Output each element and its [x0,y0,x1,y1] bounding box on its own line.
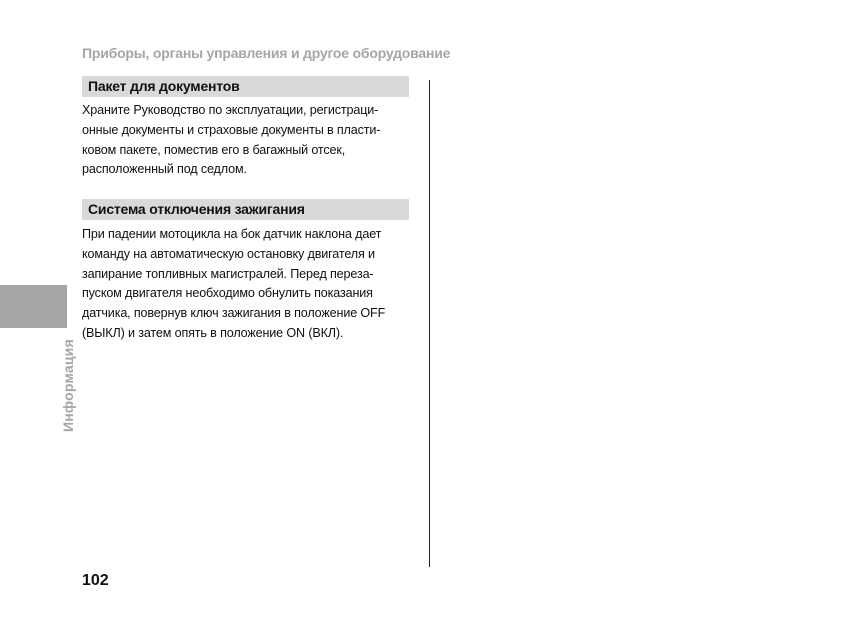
paragraph-line: (ВЫКЛ) и затем опять в положение ON (ВКЛ). [82,325,344,340]
section-body-document-pouch [82,101,412,180]
paragraph-line: пуском двигателя необходимо обнулить показания [82,286,373,301]
chapter-side-label: Информация [60,339,76,432]
running-header: Приборы, органы управления и другое оборудование [82,45,451,61]
paragraph-line: команду на автоматическую остановку двигателя и [82,246,375,261]
paragraph-line: При падении мотоцикла на бок датчик наклона дает [82,227,382,241]
paragraph-line: датчика, повернув ключ зажигания в положение OFF [82,306,386,321]
column-divider [429,80,430,567]
section-heading-ignition-cutoff: Система отключения зажигания [82,199,409,220]
chapter-tab-marker [0,285,67,328]
section-heading-document-pouch: Пакет для документов [82,76,409,97]
section-body-ignition-cutoff [82,225,412,344]
page-number: 102 [82,572,109,589]
paragraph-line: ковом пакете, поместив его в багажный отсек, [82,142,346,157]
paragraph-line: расположенный под седлом. [82,162,247,177]
paragraph-line: Храните Руководство по эксплуатации, регистраци- [82,103,379,117]
paragraph-line: запирание топливных магистралей. Перед переза- [82,266,374,281]
paragraph-line: онные документы и страховые документы в пласти- [82,122,381,137]
